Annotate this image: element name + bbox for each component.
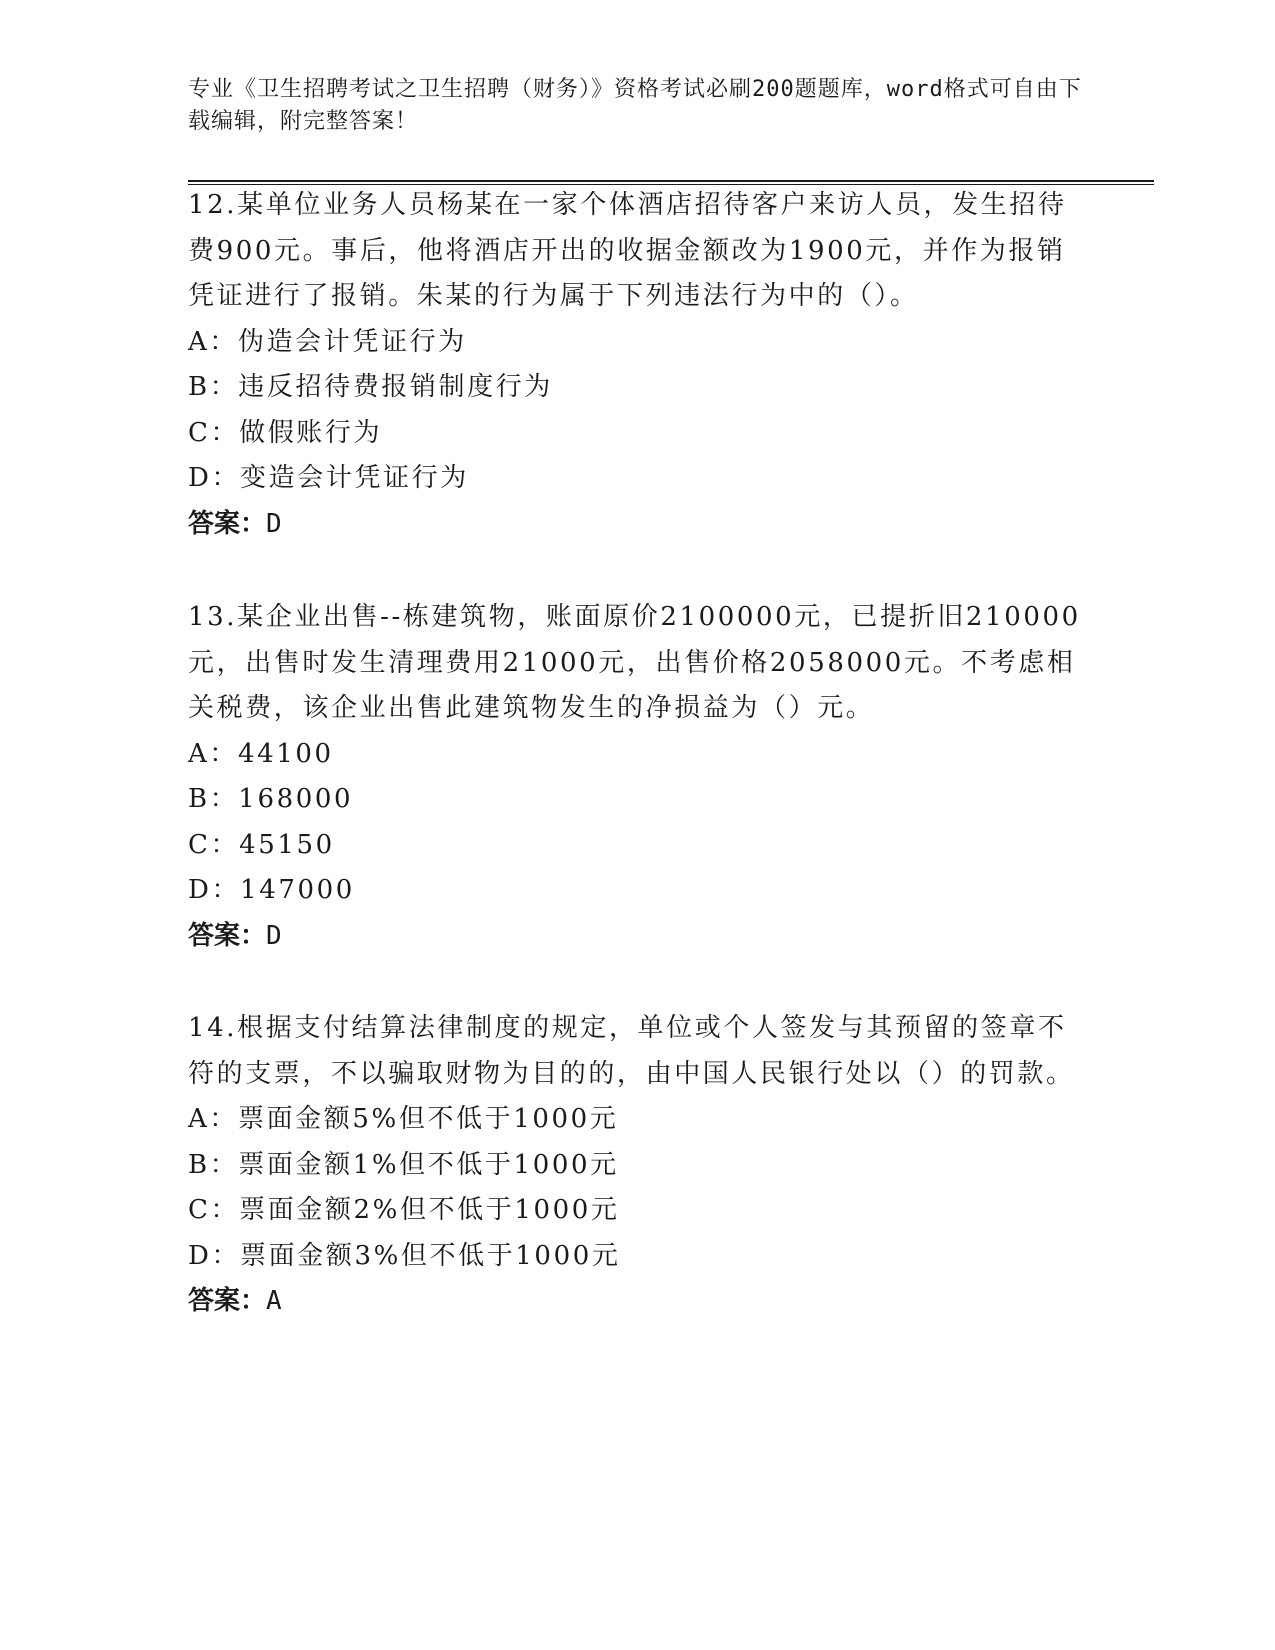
- question-14: [188, 1006, 1088, 1325]
- answer-label: 答案：: [188, 1286, 267, 1316]
- option-a: A：44100: [188, 738, 334, 769]
- answer-value: D: [266, 920, 282, 951]
- question-text: 13.某企业出售--栋建筑物，账面原价2100000元，已提折旧210000元，出售时发生清理费用21000元，出售价格2058000元。不考虑相关税费，该企业出售此建筑物发生的净损益为（）元。: [188, 602, 1081, 723]
- document-header: 专业《卫生招聘考试之卫生招聘（财务）》资格考试必刷200题题库，word格式可自由下载编辑，附完整答案！: [188, 77, 1082, 134]
- option-d: D：147000: [188, 875, 355, 905]
- option-b: B：168000: [188, 784, 354, 814]
- answer-label: 答案：: [188, 508, 267, 539]
- header-divider-thick: [188, 180, 1154, 182]
- answer-line: [188, 1279, 1088, 1325]
- option-d: D：票面金额3%但不低于1000元: [188, 1240, 621, 1271]
- option-d: D：变造会计凭证行为: [188, 463, 469, 493]
- question-13: [188, 595, 1088, 959]
- option-a: A：伪造会计凭证行为: [188, 326, 467, 357]
- answer-value: A: [266, 1286, 282, 1316]
- option-b: B：票面金额1%但不低于1000元: [188, 1149, 619, 1180]
- question-12: [188, 183, 1088, 547]
- option-c: C：票面金额2%但不低于1000元: [188, 1195, 620, 1225]
- option-b: B：违反招待费报销制度行为: [188, 372, 553, 402]
- answer-line: [188, 502, 1088, 548]
- answer-line: [188, 914, 1088, 960]
- option-a: A：票面金额5%但不低于1000元: [188, 1104, 619, 1134]
- option-c: C：做假账行为: [188, 417, 383, 448]
- answer-label: 答案：: [188, 920, 267, 951]
- option-c: C：45150: [188, 829, 335, 860]
- question-text: 12.某单位业务人员杨某在一家个体酒店招待客户来访人员，发生招待费900元。事后，他将酒店开出的收据金额改为1900元，并作为报销凭证进行了报销。朱某的行为属于下列违法行为中的（）。: [188, 190, 1067, 311]
- question-text: 14.根据支付结算法律制度的规定，单位或个人签发与其预留的签章不符的支票，不以骗取财物为目的的，由中国人民银行处以（）的罚款。: [188, 1013, 1075, 1089]
- answer-value: D: [266, 508, 282, 539]
